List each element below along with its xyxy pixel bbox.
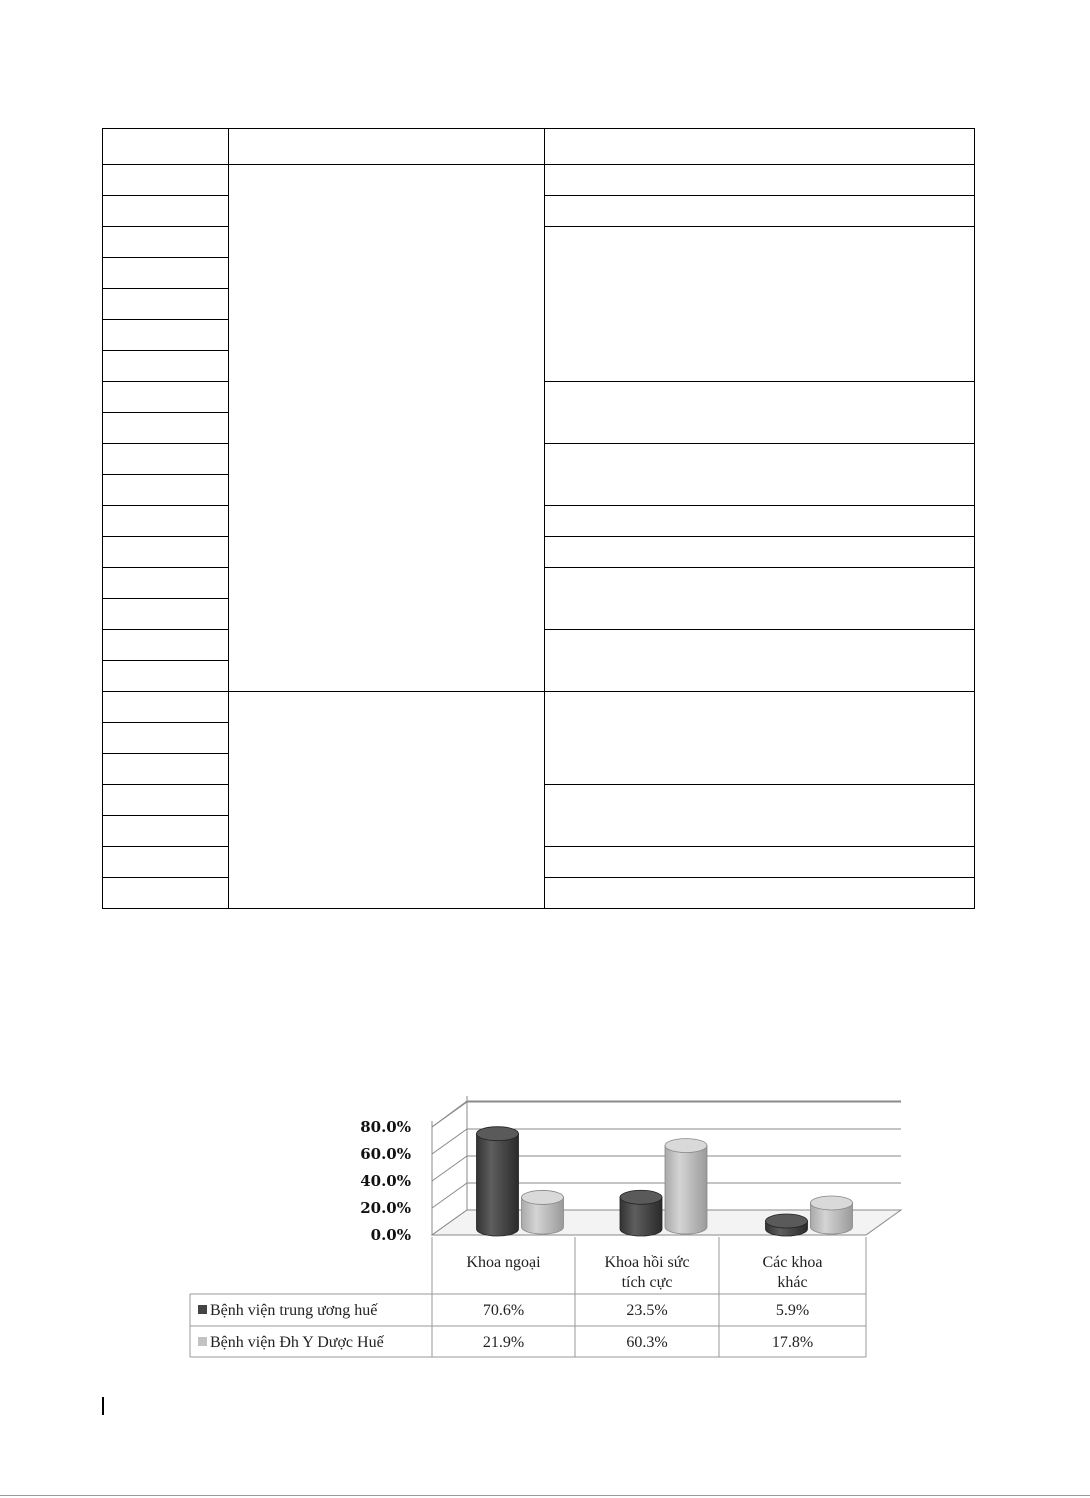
table-cell: [103, 816, 229, 847]
table-cell-merged: [229, 692, 545, 909]
bar-body: [665, 1146, 707, 1234]
table-cell: [103, 568, 229, 599]
category-label: khác: [777, 1274, 808, 1291]
data-table-grid: [102, 128, 975, 909]
page-margin-mark: [102, 1397, 104, 1415]
table-cell: [103, 692, 229, 723]
data-value-label: 60.3%: [626, 1334, 668, 1351]
legend-label: Bệnh viện trung ương huế: [210, 1302, 378, 1319]
y-tick-label: 0.0%: [370, 1226, 411, 1244]
table-cell-merged: [545, 568, 975, 630]
data-value-label: 17.8%: [771, 1334, 814, 1351]
data-value-label: 21.9%: [482, 1334, 525, 1351]
table-cell: [545, 129, 975, 165]
category-label: Khoa ngoại: [466, 1254, 541, 1271]
bar-top: [477, 1127, 519, 1141]
table-cell: [545, 878, 975, 909]
table-cell: [545, 196, 975, 227]
table-cell-merged: [545, 382, 975, 444]
y-tick-label: 40.0%: [360, 1172, 411, 1190]
table-row: [103, 165, 975, 196]
table-cell: [103, 413, 229, 444]
table-cell: [103, 878, 229, 909]
table-cell-merged: [545, 227, 975, 382]
y-tick-label: 60.0%: [360, 1145, 411, 1163]
table-cell: [103, 320, 229, 351]
bar-top: [620, 1190, 662, 1204]
bar-top: [665, 1139, 707, 1153]
bar-cylinder: [522, 1190, 564, 1234]
table-cell: [103, 227, 229, 258]
table-cell: [103, 723, 229, 754]
chart-data-table: [190, 1237, 866, 1357]
table-cell: [103, 475, 229, 506]
table-cell: [103, 847, 229, 878]
bar-cylinder: [811, 1196, 853, 1234]
table-cell-merged: [545, 692, 975, 785]
bar-top: [811, 1196, 853, 1210]
table-cell: [103, 129, 229, 165]
table-cell-merged: [545, 630, 975, 692]
legend-key: [198, 1337, 207, 1346]
legend-key: [198, 1305, 207, 1314]
table-cell: [103, 661, 229, 692]
gridline: [432, 1102, 901, 1127]
category-label: Các khoa: [762, 1254, 823, 1271]
table-cell: [545, 847, 975, 878]
bar-cylinder: [477, 1127, 519, 1236]
y-tick-label: 20.0%: [360, 1199, 411, 1217]
table-cell: [545, 165, 975, 196]
table-cell: [103, 258, 229, 289]
y-tick-label: 80.0%: [360, 1118, 411, 1136]
table-row: [103, 692, 975, 723]
table-cell-merged: [545, 785, 975, 847]
bar-cylinder: [766, 1214, 808, 1236]
bar-top: [766, 1214, 808, 1228]
table-cell: [103, 785, 229, 816]
data-value-label: 70.6%: [482, 1302, 525, 1319]
table-cell: [103, 351, 229, 382]
table-cell: [103, 630, 229, 661]
table-cell: [545, 537, 975, 568]
gridline-top: [432, 1101, 901, 1127]
bar-cylinder: [620, 1190, 662, 1236]
table-cell: [103, 196, 229, 227]
table-body: [103, 129, 975, 909]
table-cell-merged: [545, 444, 975, 506]
table-cell: [229, 129, 545, 165]
table-cell: [103, 382, 229, 413]
bar-top: [522, 1190, 564, 1204]
category-label: Khoa hồi sức: [604, 1254, 690, 1271]
table-cell: [103, 599, 229, 630]
bar-cylinder: [665, 1139, 707, 1234]
table-cell: [103, 165, 229, 196]
table-cell: [103, 506, 229, 537]
table-cell-merged: [229, 165, 545, 692]
legend-label: Bệnh viện Đh Y Dược Huế: [210, 1334, 384, 1351]
data-value-label: 5.9%: [775, 1302, 810, 1319]
table-cell: [103, 289, 229, 320]
table-cell: [545, 506, 975, 537]
table-cell: [103, 444, 229, 475]
table-cell: [103, 754, 229, 785]
bar-chart-3d: [0, 1080, 1090, 1380]
bottom-rule: [0, 1495, 1090, 1496]
table-row: [103, 129, 975, 165]
bar-body: [477, 1134, 519, 1236]
category-label: tích cực: [621, 1274, 673, 1291]
y-axis-tick-labels: [360, 1118, 411, 1244]
data-value-label: 23.5%: [626, 1302, 668, 1319]
table-cell: [103, 537, 229, 568]
